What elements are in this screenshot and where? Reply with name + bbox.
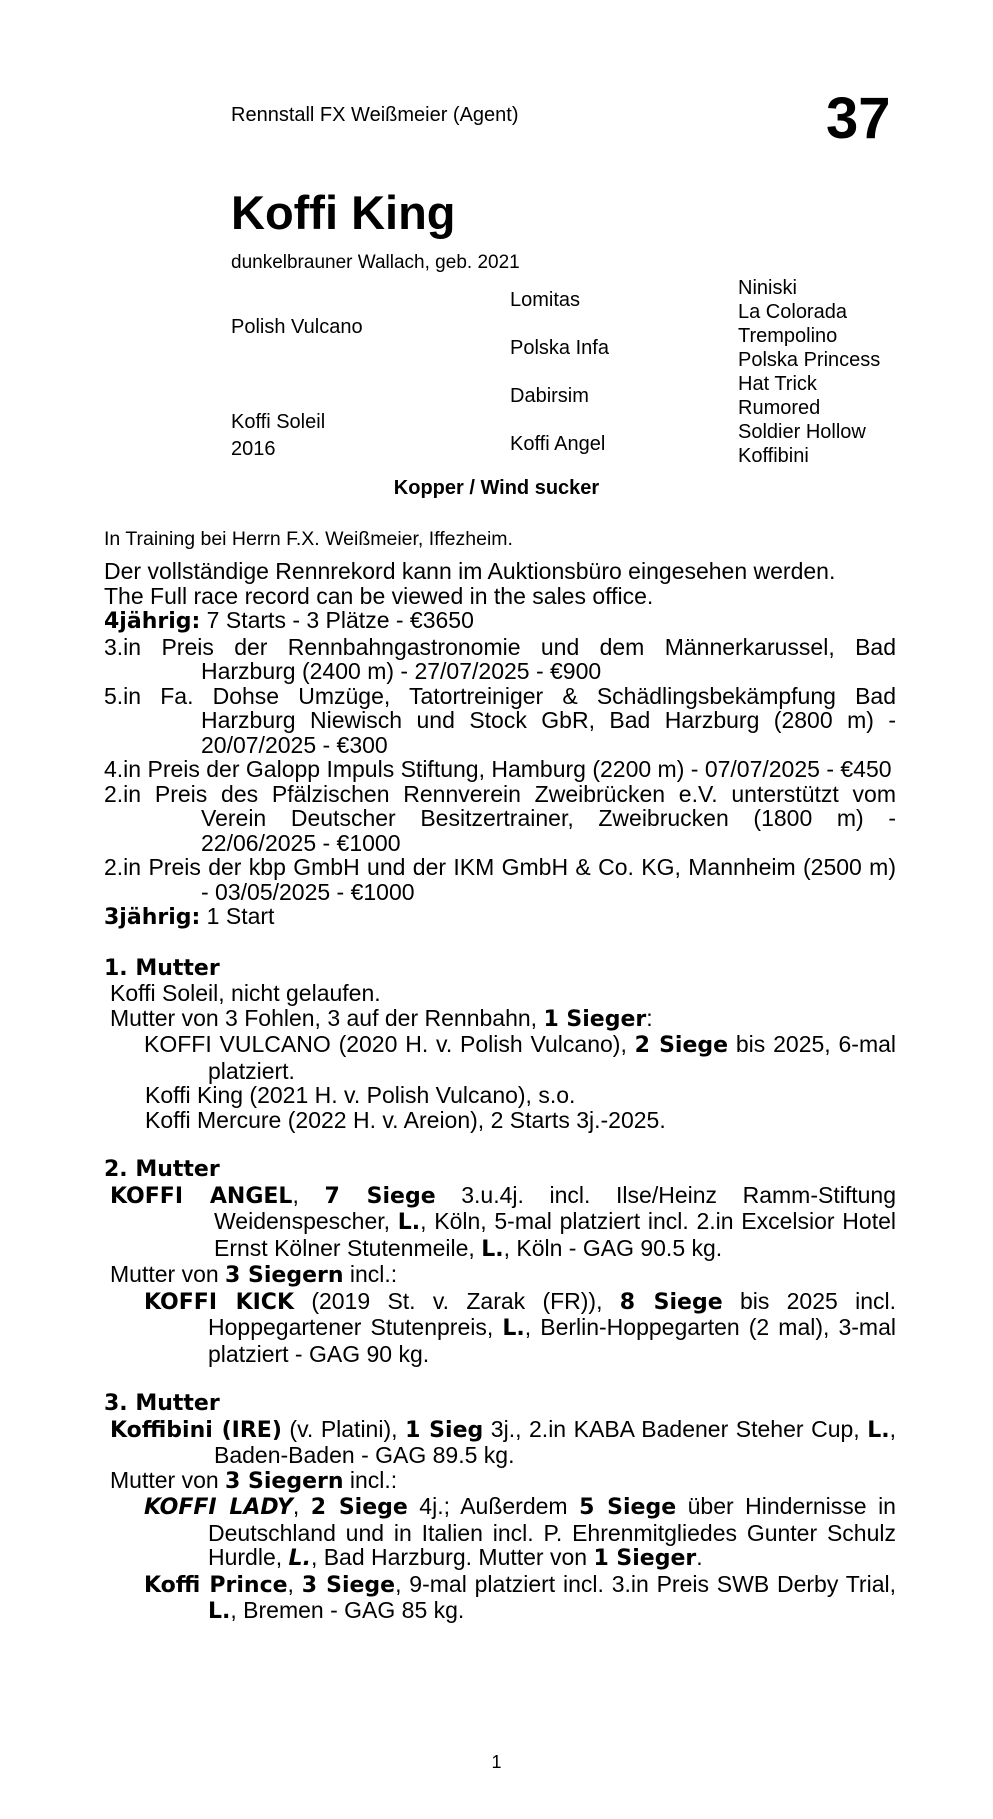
race-result: 4.in Preis der Galopp Impuls Stiftung, Hamburg (2200 m) - 07/07/2025 - €450 [104,756,892,782]
record-note-en: The Full race record can be viewed in the sales office. [104,582,654,609]
age4-summary: 4jährig: 7 Starts - 3 Plätze - €3650 [104,607,474,634]
age3-label: 3jährig: [104,905,201,930]
dam3-offspring: Koffi Prince, 3 Siege, 9-mal platziert incl. 3.in Preis SWB Derby Trial, L., Bremen - GAG 85 kg. [144,1570,896,1624]
dam1-offspring: Koffi Mercure (2022 H. v. Areion), 2 Starts 3j.-2025. [145,1106,666,1133]
great-grandparent: La Colorada [738,301,847,323]
dam1-offspring: Koffi King (2021 H. v. Polish Vulcano), s.o. [145,1082,576,1108]
catalogue-body [104,559,896,1625]
sire: Polish Vulcano [231,316,363,338]
great-grandparent: Koffibini [738,445,809,467]
grandparent: Koffi Angel [510,433,606,455]
dam2-produce: Mutter von 3 Siegern incl.: [110,1261,398,1288]
race-result: 2.in Preis der kbp GmbH und der IKM GmbH & Co. KG, Mannheim (2500 m) - 03/05/2025 - €1000 [104,854,896,905]
grandparent: Dabirsim [510,385,589,407]
age3-summary: 3jährig: 1 Start [104,903,275,930]
dam: Koffi Soleil [231,411,326,433]
grandparent: Lomitas [510,289,581,311]
vice-note: Kopper / Wind sucker [393,477,600,499]
age4-label: 4jährig: [104,609,201,634]
dam1-status: Koffi Soleil, nicht gelaufen. [110,980,381,1006]
dam1-offspring: KOFFI VULCANO (2020 H. v. Polish Vulcano), 2 Siege bis 2025, 6-mal platziert. [144,1031,897,1084]
dam1-produce: Mutter von 3 Fohlen, 3 auf der Rennbahn, 1 Sieger: [110,1004,653,1032]
dam2-heading: 2. Mutter [104,1157,220,1182]
horse-name: Koffi King [231,186,456,239]
dam-year: 2016 [231,438,276,460]
great-grandparent: Hat Trick [738,373,817,395]
race-result: 2.in Preis des Pfälzischen Rennverein Zweibrücken e.V. unterstützt vom Verein Deutscher Besitzertrainer, Zweibrucken (1800 m) - 22/06/2025 - €1000 [104,780,896,856]
grandparent: Polska Infa [510,337,609,359]
great-grandparent: Niniski [738,277,797,299]
horse-description: dunkelbrauner Wallach, geb. 2021 [231,252,520,273]
record-note-de: Der vollständige Rennrekord kann im Auktionsbüro eingesehen werden. [104,558,836,584]
dam2-offspring: KOFFI KICK (2019 St. v. Zarak (FR)), 8 Siege bis 2025 incl. Hoppegartener Stutenpreis, L., Berlin-Hoppegarten (2 mal), 3-mal platziert - GAG 90 kg. [144,1287,897,1367]
dam2-record: KOFFI ANGEL, 7 Siege 3.u.4j. incl. Ilse/Heinz Ramm-Stiftung Weidenspescher, L., Köln, 5-mal platziert incl. 2.in Excelsior Hotel Ernst Kölner Stutenmeile, L., Köln - GAG 90.5 kg. [110,1181,896,1262]
dam1-heading: 1. Mutter [104,955,220,981]
great-grandparent: Rumored [738,397,821,419]
dam3-offspring: KOFFI LADY, 2 Siege 4j.; Außerdem 5 Siege über Hindernisse in Deutschland und in Italien incl. P. Ehrenmitgliedes Gunter Schulz Hurdle, L., Bad Harzburg. Mutter von 1 Sieger. [144,1493,896,1571]
trainer-note: In Training bei Herrn F.X. Weißmeier, Iffezheim. [104,528,513,550]
race-result: 3.in Preis der Rennbahngastronomie und dem Männerkarussel, Bad Harzburg (2400 m) - 27/07/2025 - €900 [104,633,896,684]
dam3-record: Koffibini (IRE) (v. Platini), 1 Sieg 3j., 2.in KABA Badener Steher Cup, L., Baden-Baden - GAG 89.5 kg. [110,1415,896,1468]
lot-number: 37 [826,86,891,151]
page-number: 1 [491,1752,502,1772]
dam3-produce: Mutter von 3 Siegern incl.: [110,1466,398,1494]
great-grandparent: Polska Princess [738,349,881,371]
great-grandparent: Trempolino [738,325,838,347]
dam3-heading: 3. Mutter [104,1391,220,1416]
race-result: 5.in Fa. Dohse Umzüge, Tatortreiniger & Schädlingsbekämpfung Bad Harzburg Niewisch und Stock GbR, Bad Harzburg (2800 m) - 20/07/2025 - €300 [104,682,896,758]
consignor: Rennstall FX Weißmeier (Agent) [231,104,519,126]
great-grandparent: Soldier Hollow [738,421,866,443]
